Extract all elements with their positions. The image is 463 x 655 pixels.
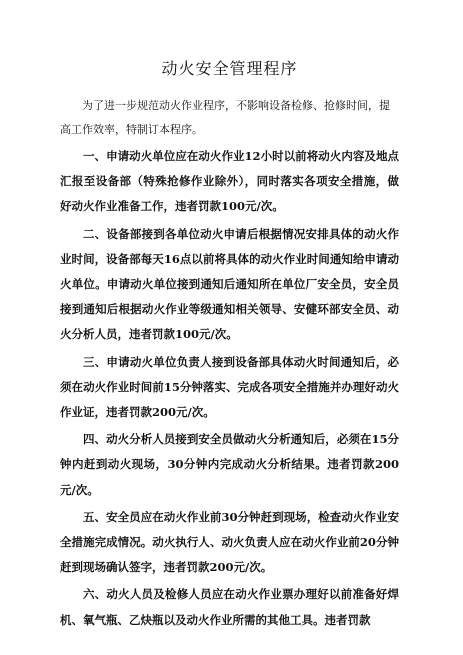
rule-paragraph-6: 六、动火人员及检修人员应在动火作业票办理好以前准备好焊机、氧气瓶、乙炔瓶以及动火作业所需的其他工具。违者罚款 xyxy=(60,587,399,627)
document-title: 动火安全管理程序 xyxy=(161,59,298,78)
intro-paragraph: 为了进一步规范动火作业程序，不影响设备检修、抢修时间，提高工作效率，特制订本程序。 xyxy=(60,99,390,136)
rule-paragraph-1: 一、申请动火单位应在动火作业12小时以前将动火内容及地点汇报至设备部（特殊抢修作业除外），同时落实各项安全措施，做好动火作业准备工作，违者罚款100元/次。 xyxy=(60,149,399,214)
rule-paragraph-5: 五、安全员应在动火作业前30分钟赶到现场，检查动火作业安全措施完成情况。动火执行人、动火负责人应在动火作业前20分钟赶到现场确认签字，违者罚款200元/次。 xyxy=(60,509,399,575)
rule-paragraph-4: 四、动火分析人员接到安全员做动火分析通知后，必须在15分钟内赶到动火现场，30分钟内完成动火分析结果。违者罚款200元/次。 xyxy=(60,432,399,497)
rule-paragraph-2: 二、设备部接到各单位动火申请后根据情况安排具体的动火作业时间，设备部每天16点以前将具体的动火作业时间通知给申请动火单位。申请动火单位接到通知后通知所在单位厂安全员，安全员接到通知后根据动火作业等级通知相关领导、安健环部安全员、动火分析人员，违者罚款100元/次。 xyxy=(60,226,399,342)
rule-paragraph-3: 三、申请动火单位负责人接到设备部具体动火时间通知后，必须在动火作业时间前15分钟落实、完成各项安全措施并办理好动火作业证，违者罚款200元/次。 xyxy=(60,354,399,420)
